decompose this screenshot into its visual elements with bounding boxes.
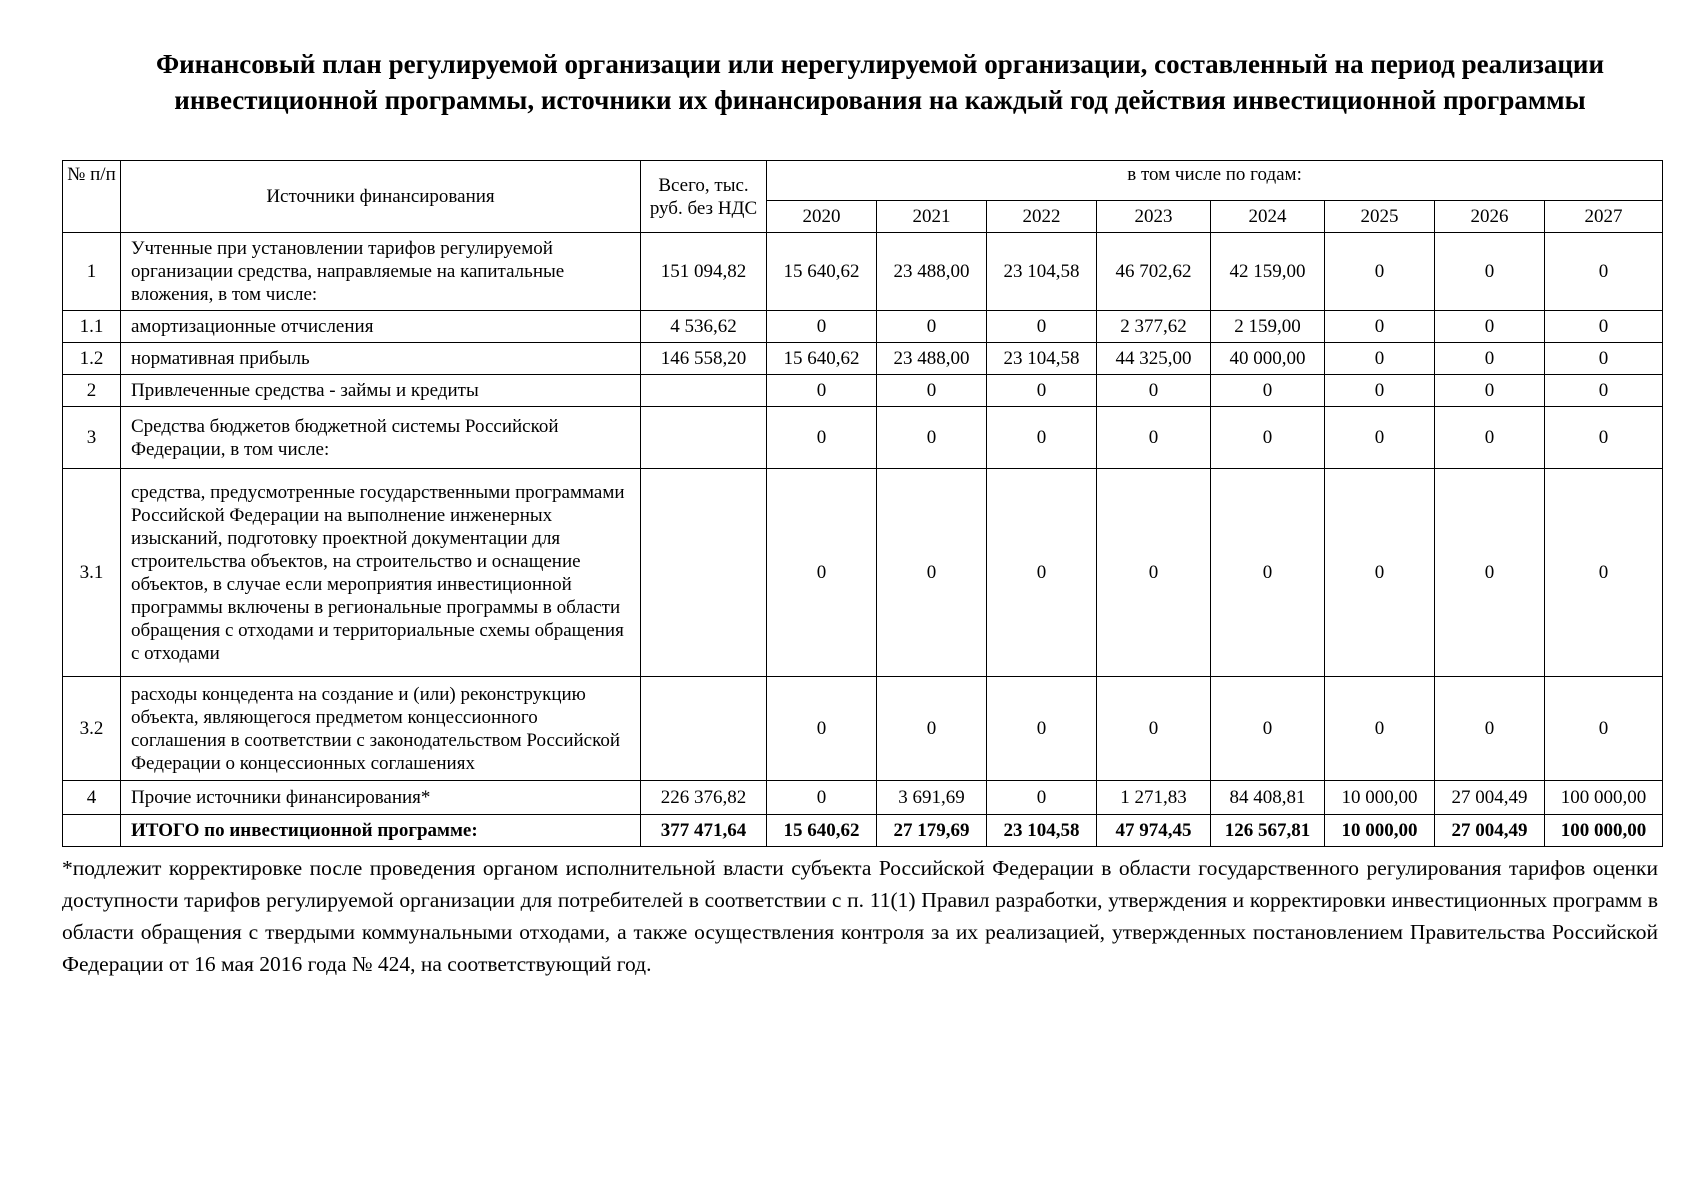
row-source: Прочие источники финансирования* (121, 781, 641, 815)
row-year-value: 0 (1211, 407, 1325, 469)
row-year-value: 0 (877, 375, 987, 407)
table-row (63, 677, 1663, 781)
row-year-value: 0 (1325, 407, 1435, 469)
row-total: 4 536,62 (641, 311, 767, 343)
row-year-value: 0 (1325, 311, 1435, 343)
row-year-value: 27 004,49 (1435, 781, 1545, 815)
footnote: *подлежит корректировке после проведения органом исполнительной власти субъекта Российской Федерации в области государственного регулирования тарифов оценки доступности тарифов регулируемой организации для потребителей в соответствии с п. 11(1) Правил разработки, утверждения и корректировки инвестиционных программ в области обращения с твердыми коммунальными отходами, а также осуществления контроля за их реализацией, утвержденных постановлением Правительства Российской Федерации от 16 мая 2016 года № 424, на соответствующий год. (62, 856, 1658, 976)
row-source: средства, предусмотренные государственными программами Российской Федерации на выполнение инженерных изысканий, подготовку проектной документации для строительства объектов, на строительство и оснащение объектов, в случае если мероприятия инвестиционной программы включены в региональные программы в области обращения с отходами и территориальные схемы обращения с отходами (121, 469, 641, 677)
row-source: Привлеченные средства - займы и кредиты (121, 375, 641, 407)
row-year-value: 0 (1097, 677, 1211, 781)
row-total (641, 375, 767, 407)
row-year-value: 23 488,00 (877, 343, 987, 375)
header-year: 2023 (1097, 201, 1211, 233)
total-row-label: ИТОГО по инвестиционной программе: (121, 815, 641, 847)
row-year-value: 0 (1545, 311, 1663, 343)
row-source: нормативная прибыль (121, 343, 641, 375)
row-year-value: 0 (1545, 343, 1663, 375)
total-row-year-value: 27 004,49 (1435, 815, 1545, 847)
row-year-value: 0 (1211, 469, 1325, 677)
header-year: 2020 (767, 201, 877, 233)
header-year: 2022 (987, 201, 1097, 233)
row-year-value: 0 (1545, 407, 1663, 469)
header-year: 2024 (1211, 201, 1325, 233)
table-row (63, 233, 1663, 311)
header-by-years: в том числе по годам: (767, 161, 1663, 201)
row-year-value: 0 (877, 469, 987, 677)
row-year-value: 0 (1097, 407, 1211, 469)
row-year-value: 0 (1435, 375, 1545, 407)
total-row-year-value: 15 640,62 (767, 815, 877, 847)
row-year-value: 2 377,62 (1097, 311, 1211, 343)
row-year-value: 0 (767, 311, 877, 343)
row-source: амортизационные отчисления (121, 311, 641, 343)
row-year-value: 0 (987, 311, 1097, 343)
row-year-value: 3 691,69 (877, 781, 987, 815)
row-year-value: 0 (767, 781, 877, 815)
header-year: 2025 (1325, 201, 1435, 233)
row-year-value: 0 (1545, 375, 1663, 407)
financial-plan-table (62, 160, 1663, 847)
header-total: Всего, тыс. руб. без НДС (641, 161, 767, 233)
row-year-value: 0 (1435, 469, 1545, 677)
row-year-value: 0 (767, 677, 877, 781)
row-year-value: 1 271,83 (1097, 781, 1211, 815)
row-year-value: 0 (1325, 343, 1435, 375)
row-year-value: 0 (1211, 375, 1325, 407)
row-year-value: 0 (987, 677, 1097, 781)
total-row-year-value: 27 179,69 (877, 815, 987, 847)
row-year-value: 0 (987, 469, 1097, 677)
row-year-value: 0 (1545, 469, 1663, 677)
row-number: 1.2 (63, 343, 121, 375)
row-year-value: 0 (1325, 677, 1435, 781)
header-year: 2021 (877, 201, 987, 233)
row-number: 3.1 (63, 469, 121, 677)
row-total: 146 558,20 (641, 343, 767, 375)
row-year-value: 0 (1435, 343, 1545, 375)
row-number: 1 (63, 233, 121, 311)
row-year-value: 100 000,00 (1545, 781, 1663, 815)
table-row (63, 375, 1663, 407)
row-year-value: 46 702,62 (1097, 233, 1211, 311)
row-year-value: 15 640,62 (767, 233, 877, 311)
row-year-value: 0 (1325, 375, 1435, 407)
row-year-value: 0 (877, 677, 987, 781)
table-row (63, 343, 1663, 375)
total-row (63, 815, 1663, 847)
table-row (63, 311, 1663, 343)
table-body (63, 233, 1663, 847)
total-row-year-value: 100 000,00 (1545, 815, 1663, 847)
total-row-year-value: 126 567,81 (1211, 815, 1325, 847)
table-row (63, 781, 1663, 815)
row-year-value: 0 (987, 781, 1097, 815)
row-source: Учтенные при установлении тарифов регулируемой организации средства, направляемые на капитальные вложения, в том числе: (121, 233, 641, 311)
header-num: № п/п (63, 161, 121, 233)
row-year-value: 0 (1325, 233, 1435, 311)
row-year-value: 84 408,81 (1211, 781, 1325, 815)
row-number: 2 (63, 375, 121, 407)
row-year-value: 2 159,00 (1211, 311, 1325, 343)
row-year-value: 0 (877, 407, 987, 469)
row-year-value: 0 (1435, 233, 1545, 311)
total-row-year-value: 10 000,00 (1325, 815, 1435, 847)
row-number: 3 (63, 407, 121, 469)
row-year-value: 0 (767, 407, 877, 469)
row-number: 3.2 (63, 677, 121, 781)
row-year-value: 0 (987, 407, 1097, 469)
row-year-value: 0 (1545, 233, 1663, 311)
row-year-value: 0 (1435, 311, 1545, 343)
total-row-year-value: 23 104,58 (987, 815, 1097, 847)
row-total (641, 469, 767, 677)
total-row-year-value: 47 974,45 (1097, 815, 1211, 847)
row-year-value: 44 325,00 (1097, 343, 1211, 375)
row-total: 151 094,82 (641, 233, 767, 311)
row-year-value: 40 000,00 (1211, 343, 1325, 375)
row-year-value: 23 488,00 (877, 233, 987, 311)
row-number: 4 (63, 781, 121, 815)
row-year-value: 0 (767, 375, 877, 407)
row-year-value: 0 (1435, 677, 1545, 781)
row-year-value: 0 (1545, 677, 1663, 781)
table-row (63, 407, 1663, 469)
header-year: 2026 (1435, 201, 1545, 233)
row-year-value: 15 640,62 (767, 343, 877, 375)
row-year-value: 0 (1435, 407, 1545, 469)
row-year-value: 42 159,00 (1211, 233, 1325, 311)
total-row-number (63, 815, 121, 847)
row-year-value: 0 (1097, 469, 1211, 677)
row-total: 226 376,82 (641, 781, 767, 815)
row-total (641, 407, 767, 469)
row-year-value: 0 (877, 311, 987, 343)
header-year: 2027 (1545, 201, 1663, 233)
row-year-value: 0 (1325, 469, 1435, 677)
row-year-value: 23 104,58 (987, 233, 1097, 311)
page-title: Финансовый план регулируемой организации или нерегулируемой организации, составленный на период реализации инвестиционной программы, источники их финансирования на каждый год действия инвестиционной программы (155, 49, 1605, 115)
row-total (641, 677, 767, 781)
row-source: расходы концедента на создание и (или) реконструкцию объекта, являющегося предметом концессионного соглашения в соответствии с законодательством Российской Федерации о концессионных соглашениях (121, 677, 641, 781)
row-year-value: 0 (987, 375, 1097, 407)
row-year-value: 0 (767, 469, 877, 677)
header-source: Источники финансирования (121, 161, 641, 233)
row-year-value: 0 (1097, 375, 1211, 407)
total-row-total: 377 471,64 (641, 815, 767, 847)
row-source: Средства бюджетов бюджетной системы Российской Федерации, в том числе: (121, 407, 641, 469)
row-year-value: 0 (1211, 677, 1325, 781)
table-row (63, 469, 1663, 677)
row-number: 1.1 (63, 311, 121, 343)
row-year-value: 10 000,00 (1325, 781, 1435, 815)
row-year-value: 23 104,58 (987, 343, 1097, 375)
